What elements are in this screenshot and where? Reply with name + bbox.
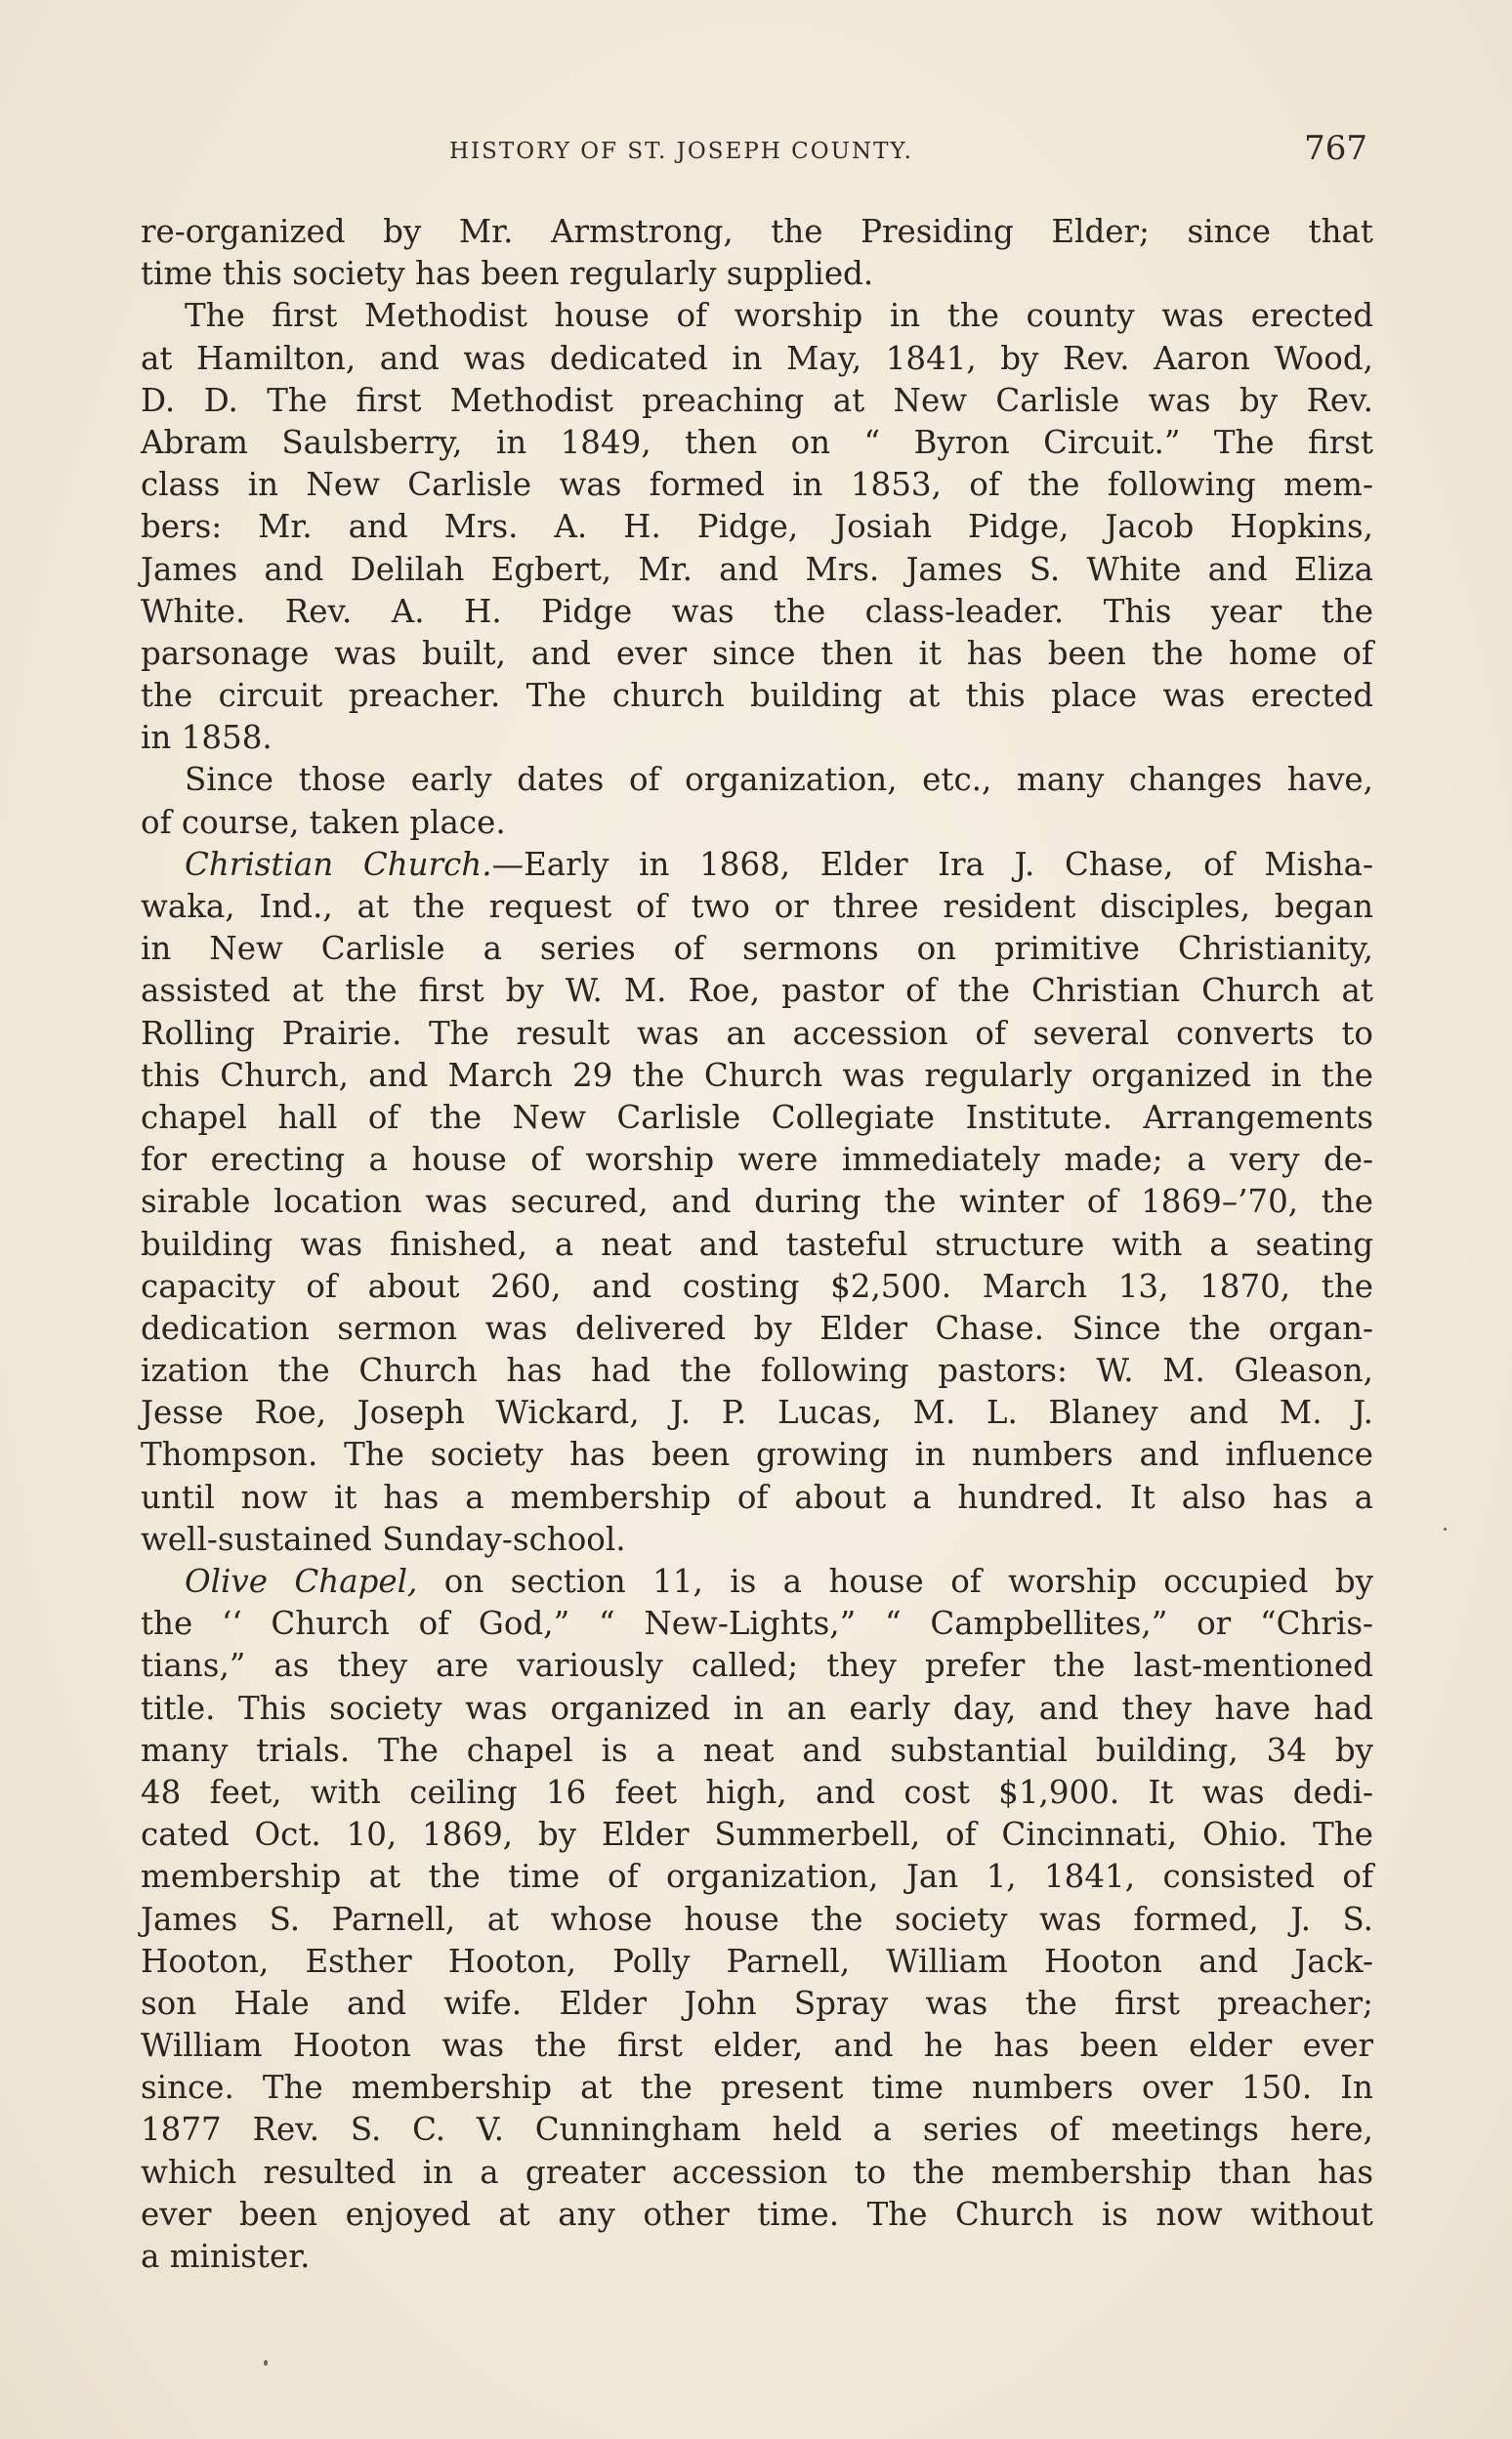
text-line: class in New Carlisle was formed in 1853, of the following mem- (141, 466, 1373, 504)
paragraph (141, 295, 1373, 759)
running-title: HISTORY OF ST. JOSEPH COUNTY. (449, 139, 913, 164)
section-heading-olive-chapel: Olive Chapel, (185, 1563, 418, 1600)
body-text (141, 211, 1373, 2278)
paragraph (141, 759, 1373, 843)
paragraph-christian-church (141, 844, 1373, 1561)
text-line: of course, taken place. (141, 803, 506, 841)
text-line: in New Carlisle a series of sermons on primitive Christianity, (141, 930, 1373, 968)
text-line: 48 feet, with ceiling 16 feet high, and cost $1,900. It was dedi- (141, 1773, 1373, 1811)
text-line: ization the Church has had the following pastors: W. M. Gleason, (141, 1352, 1373, 1390)
text-line: assisted at the first by W. M. Roe, pastor of the Christian Church at (141, 972, 1373, 1010)
text-line: D. D. The first Methodist preaching at New Carlisle was by Rev. (141, 381, 1373, 419)
text-line: Thompson. The society has been growing in numbers and influence (141, 1436, 1373, 1474)
text-line: title. This society was organized in an early day, and they have had (141, 1689, 1373, 1727)
text-line: a minister. (141, 2238, 311, 2275)
text-line: Jesse Roe, Joseph Wickard, J. P. Lucas, M. L. Blaney and M. J. (141, 1394, 1373, 1432)
text-span: on section 11, is a house of worship occupied by (417, 1563, 1374, 1600)
ink-speck (1444, 1528, 1447, 1531)
text-line: at Hamilton, and was dedicated in May, 1841, by Rev. Aaron Wood, (141, 339, 1373, 377)
text-line: the ‘‘ Church of God,” “ New-Lights,” “ Campbellites,” or “Chris- (141, 1605, 1373, 1643)
text-line: dedication sermon was delivered by Elder Chase. Since the organ- (141, 1309, 1373, 1347)
text-line: William Hooton was the first elder, and he has been elder ever (141, 2027, 1373, 2065)
text-line: son Hale and wife. Elder John Spray was the first preacher; (141, 1984, 1373, 2022)
text-line: Hooton, Esther Hooton, Polly Parnell, William Hooton and Jack- (141, 1942, 1373, 1980)
text-line: Abram Saulsberry, in 1849, then on “ Byron Circuit.” The first (141, 423, 1373, 461)
text-line: cated Oct. 10, 1869, by Elder Summerbell, of Cincinnati, Ohio. The (141, 1816, 1373, 1854)
text-line: White. Rev. A. H. Pidge was the class-leader. This year the (141, 592, 1373, 630)
text-line: building was finished, a neat and tasteful structure with a seating (141, 1225, 1373, 1263)
ink-speck (264, 2360, 268, 2366)
paragraph-olive-chapel (141, 1561, 1373, 2278)
text-line: this Church, and March 29 the Church was regularly organized in the (141, 1056, 1373, 1094)
text-line: the circuit preacher. The church building at this place was erected (141, 677, 1373, 715)
text-line: chapel hall of the New Carlisle Collegiate Institute. Arrangements (141, 1098, 1373, 1136)
text-line: parsonage was built, and ever since then it has been the home of (141, 634, 1373, 672)
text-line: capacity of about 260, and costing $2,500. March 13, 1870, the (141, 1267, 1373, 1305)
text-line (141, 844, 1373, 886)
section-heading-christian-church: Christian Church. (185, 845, 492, 883)
text-line: in 1858. (141, 719, 273, 757)
text-line: waka, Ind., at the request of two or three resident disciples, began (141, 888, 1373, 925)
text-line: membership at the time of organization, Jan 1, 1841, consisted of (141, 1858, 1373, 1896)
text-line: Since those early dates of organization, etc., many changes have, (185, 761, 1373, 799)
text-line: well-sustained Sunday-school. (141, 1520, 626, 1558)
text-line: for erecting a house of worship were immediately made; a very de- (141, 1141, 1373, 1179)
text-line: which resulted in a greater accession to the membership than has (141, 2153, 1373, 2191)
text-line: ever been enjoyed at any other time. The Church is now without (141, 2195, 1373, 2233)
paragraph (141, 211, 1373, 295)
text-line (141, 1561, 1373, 1603)
text-line: tians,” as they are variously called; they prefer the last-mentioned (141, 1647, 1373, 1685)
text-line: since. The membership at the present time numbers over 150. In (141, 2069, 1373, 2107)
text-line: time this society has been regularly supplied. (141, 255, 874, 293)
text-span: —Early in 1868, Elder Ira J. Chase, of Misha- (491, 845, 1373, 883)
running-head (449, 129, 1367, 168)
text-line: re-organized by Mr. Armstrong, the Presiding Elder; since that (141, 213, 1373, 250)
text-line: James S. Parnell, at whose house the society was formed, J. S. (141, 1900, 1373, 1938)
text-line: bers: Mr. and Mrs. A. H. Pidge, Josiah Pidge, Jacob Hopkins, (141, 508, 1373, 546)
text-line: many trials. The chapel is a neat and substantial building, 34 by (141, 1731, 1373, 1769)
page-number: 767 (1304, 129, 1367, 168)
text-line: Rolling Prairie. The result was an accession of several converts to (141, 1014, 1373, 1052)
text-line: until now it has a membership of about a hundred. It also has a (141, 1478, 1373, 1516)
text-line: James and Delilah Egbert, Mr. and Mrs. James S. White and Eliza (141, 550, 1373, 588)
text-line: The first Methodist house of worship in the county was erected (185, 297, 1373, 335)
text-line: sirable location was secured, and during the winter of 1869–’70, the (141, 1183, 1373, 1221)
text-line: 1877 Rev. S. C. V. Cunningham held a series of meetings here, (141, 2111, 1373, 2149)
